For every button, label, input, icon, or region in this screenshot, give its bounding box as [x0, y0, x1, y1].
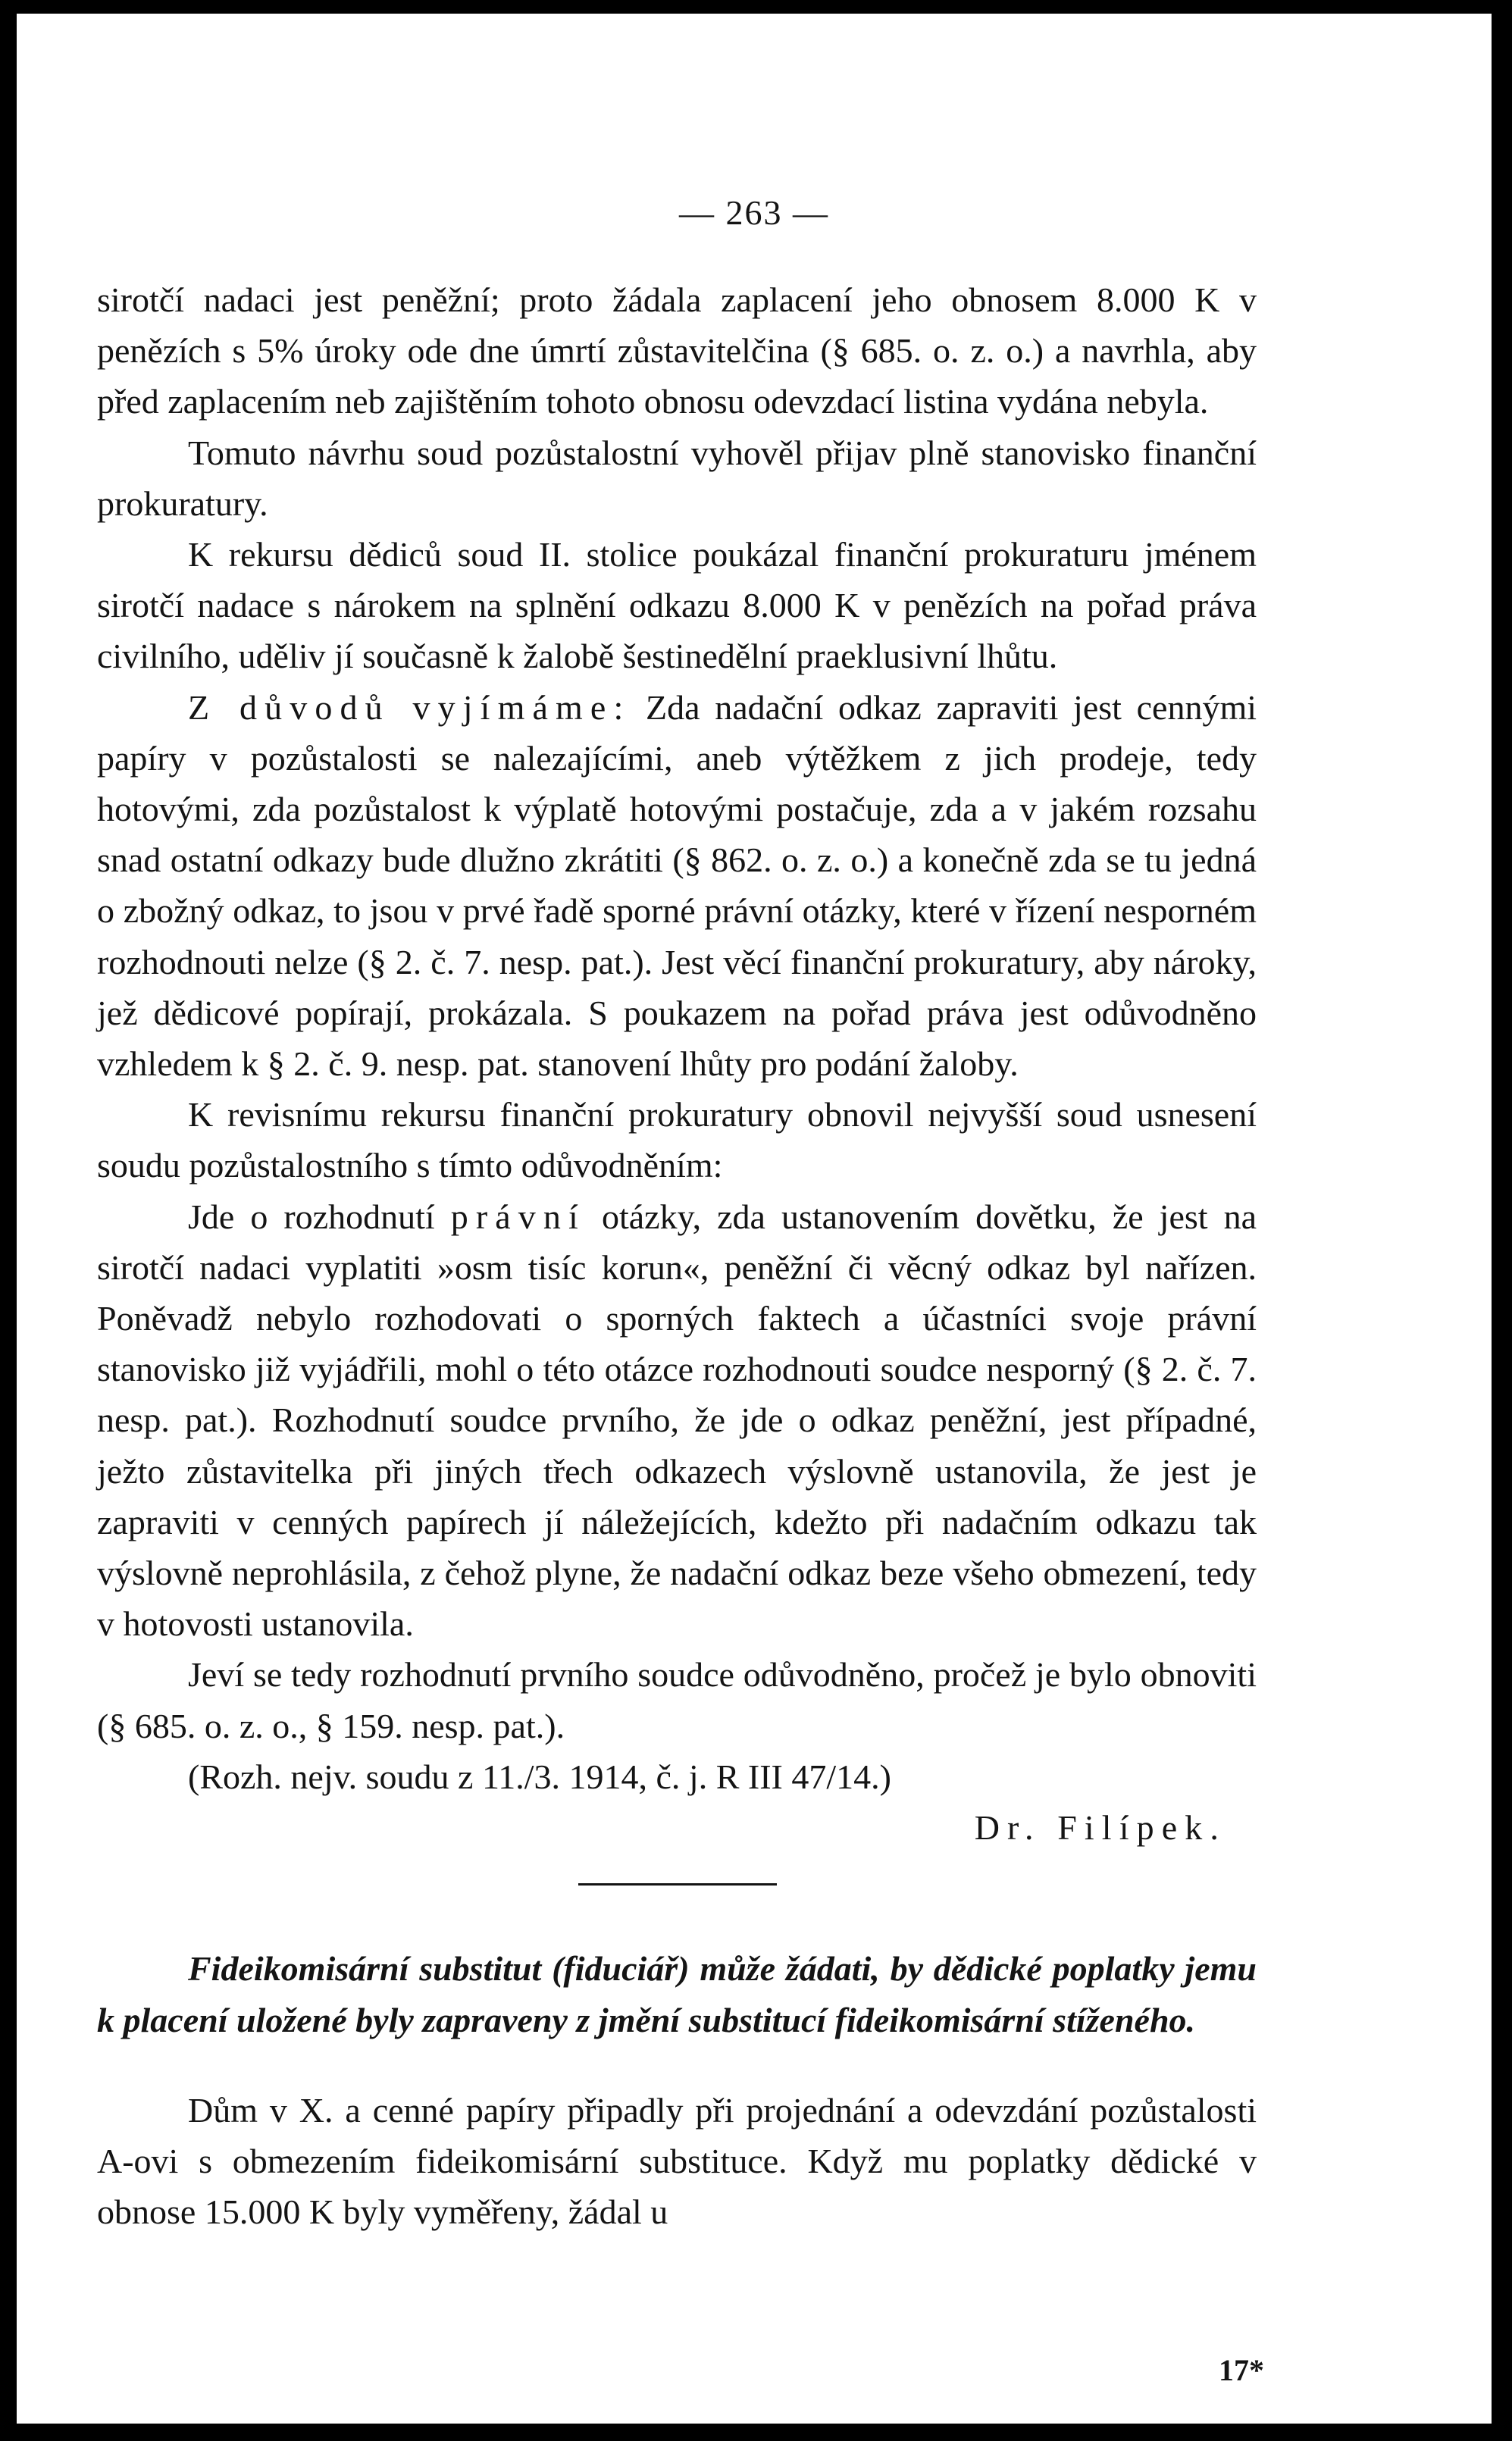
paragraph-1: sirotčí nadaci jest peněžní; proto žádala zaplacení jeho obnosem 8.000 K v penězích s 5% úroky ode dne úmrtí zůstavitelčina (§ 685. o. z. o.) a navrhla, aby před zaplacením neb zajištěním tohoto obnosu odevzdací listina vydána nebyla.	[97, 280, 1257, 421]
paragraph-4-lead: Z důvodů vyjímáme:	[188, 687, 631, 727]
author-signature	[97, 1802, 1257, 1853]
paragraph-6	[97, 1191, 1257, 1650]
paragraph-7: Jeví se tedy rozhodnutí prvního soudce odůvodněno, pročež je bylo obnoviti (§ 685. o. z. o., § 159. nesp. pat.).	[97, 1655, 1257, 1745]
document-page	[17, 14, 1492, 2424]
paragraph-2: Tomuto návrhu soud pozůstalostní vyhověl přijav plně stanovisko finanční prokuratury.	[97, 433, 1257, 523]
divider-line	[578, 1883, 777, 1886]
paragraph-6-emphasis: právní	[450, 1197, 586, 1236]
paragraph-4	[97, 682, 1257, 1090]
paragraph-6-part-a: Jde o rozhodnutí	[188, 1197, 435, 1236]
page-number: — 263 —	[679, 193, 829, 232]
signature-mark: 17*	[1219, 2353, 1264, 2387]
section-divider	[97, 1853, 1257, 1904]
section-heading: Fideikomisární substitut (fiduciář) může žádati, by dědické poplatky jemu k placení uložené byly zapraveny z jmění substitucí fideikomisární stíženého.	[97, 1949, 1257, 2039]
paragraph-5: K revisnímu rekursu finanční prokuratury obnovil nejvyšší soud usnesení soudu pozůstalostního s tímto odůvodněním:	[97, 1095, 1257, 1185]
paragraph-4-text: Zda nadační odkaz zapraviti jest cennými papíry v pozůstalosti se nalezajícími, aneb výtěžkem z jich prodeje, tedy hotovými, zda pozůstalost k výplatě hotovými postačuje, zda a v jakém rozsahu snad ostatní odkazy bude dlužno zkrátiti (§ 862. o. z. o.) a konečně zda se tu jedná o zbožný odkaz, to jsou v prvé řadě sporné právní otázky, které v řízení nesporném rozhodnouti nelze (§ 2. č. 7. nesp. pat.). Jest věcí finanční prokuratury, aby nároky, jež dědicové popírají, prokázala. S poukazem na pořad práva jest odůvodněno vzhledem k § 2. č. 9. nesp. pat. stanovení lhůty pro podání žaloby.	[97, 687, 1257, 1084]
body-text	[97, 274, 1257, 2237]
paragraph-6-part-c: otázky, zda ustanovením dovětku, že jest na sirotčí nadaci vyplatiti »osm tisíc korun«, peněžní či věcný odkaz byl nařízen. Poněvadž nebylo rozhodovati o sporných faktech a účastníci svoje právní stanovisko již vyjádřili, mohl o této otázce rozhodnouti soudce nesporný (§ 2. č. 7. nesp. pat.). Rozhodnutí soudce prvního, že jde o odkaz peněžní, jest případné, ježto zůstavitelka při jiných třech odkazech výslovně ustanovila, že jest je zapraviti v cenných papírech jí náležejících, kdežto při nadačním odkazu tak výslovně neprohlásila, z čehož plyne, že nadační odkaz beze všeho obmezení, tedy v hotovosti ustanovila.	[97, 1197, 1257, 1644]
citation: (Rozh. nejv. soudu z 11./3. 1914, č. j. R III 47/14.)	[188, 1757, 891, 1796]
paragraph-8: Dům v X. a cenné papíry připadly při projednání a odevzdání pozůstalosti A-ovi s obmezením fideikomisární substituce. Když mu poplatky dědické v obnose 15.000 K byly vyměřeny, žádal u	[97, 2090, 1257, 2232]
author-name: Dr. Filípek.	[974, 1808, 1226, 1848]
paragraph-3: K rekursu dědiců soud II. stolice poukázal finanční prokuraturu jménem sirotčí nadace s nárokem na splnění odkazu 8.000 K v penězích na pořad práva civilního, uděliv jí současně k žalobě šestinedělní praeklusivní lhůtu.	[97, 535, 1257, 676]
